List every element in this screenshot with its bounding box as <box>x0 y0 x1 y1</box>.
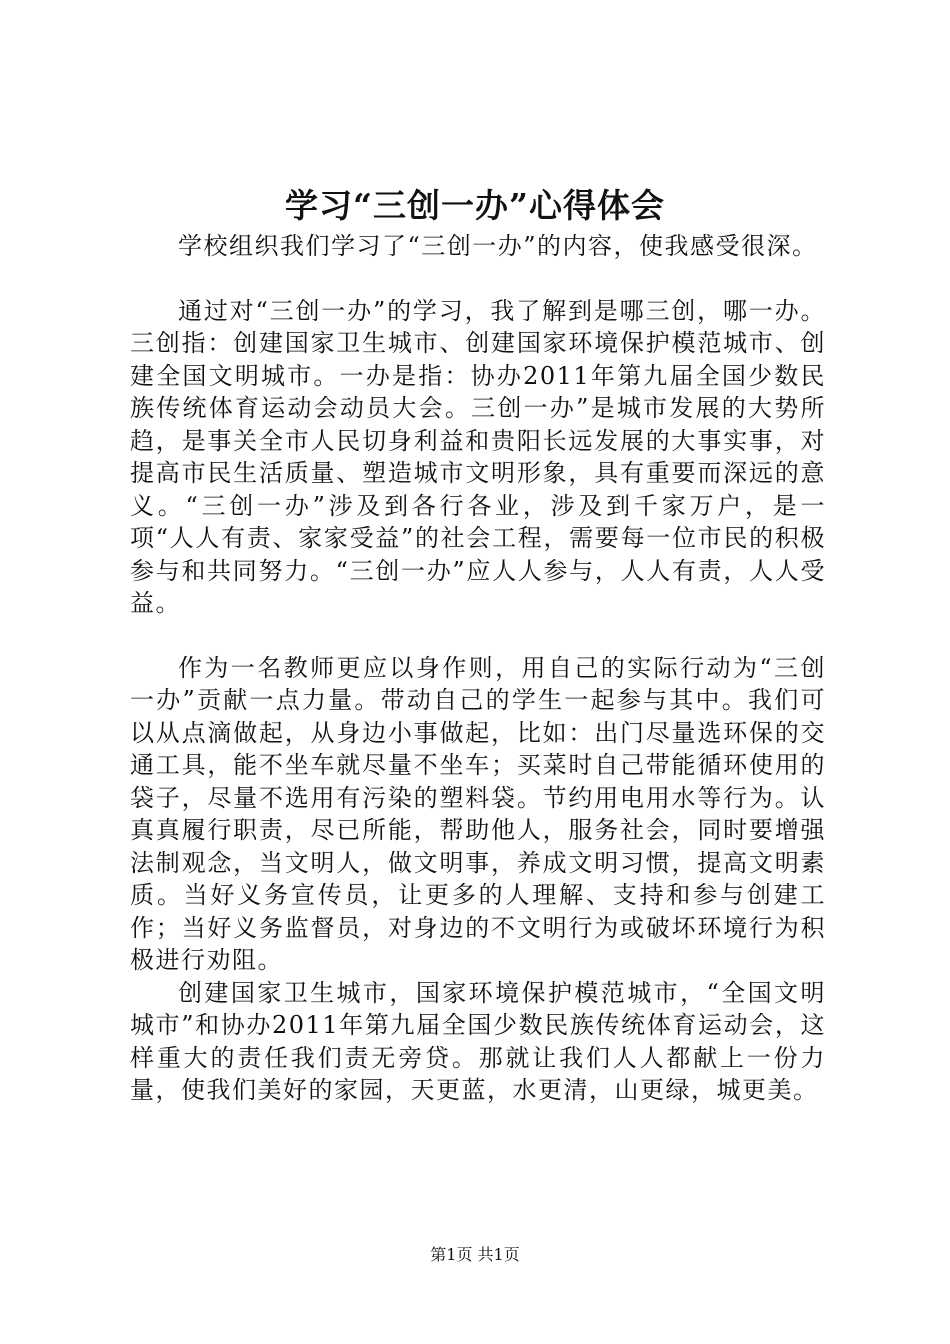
paragraph-conclusion: 创建国家卫生城市，国家环境保护模范城市，“全国文明城市”和协办2011年第九届全国少数民族传统体育运动会，这样重大的责任我们责无旁贷。那就让我们人人都献上一份力量，使我们美好的家园，天更蓝，水更清，山更绿，城更美。 <box>130 978 826 1104</box>
paragraph-intro: 学校组织我们学习了“三创一办”的内容，使我感受很深。 <box>178 232 818 260</box>
document-body <box>130 230 826 1107</box>
paragraph-teacher-role: 作为一名教师更应以身作则，用自己的实际行动为“三创一办”贡献一点力量。带动自己的学生一起参与其中。我们可以从点滴做起，从身边小事做起，比如：出门尽量选环保的交通工具，能不坐车就尽量不坐车；买菜时自己带能循环使用的袋子，尽量不选用有污染的塑料袋。节约用电用水等行为。认真真履行职责，尽已所能，帮助他人，服务社会，同时要增强法制观念，当文明人，做文明事，养成文明习惯，提高文明素质。当好义务宣传员，让更多的人理解、支持和参与创建工作；当好义务监督员，对身边的不文明行为或破坏环境行为积极进行劝阻。 <box>130 653 826 974</box>
document-title: 学习“三创一办”心得体会 <box>285 186 665 225</box>
paragraph-spacer <box>130 620 826 652</box>
page-number-footer: 第1页 共1页 <box>430 1245 520 1264</box>
paragraph-learning: 通过对“三创一办”的学习，我了解到是哪三创，哪一办。三创指：创建国家卫生城市、创建国家环境保护模范城市、创建全国文明城市。一办是指：协办2011年第九届全国少数民族传统体育运动会动员大会。三创一办”是城市发展的大势所趋，是事关全市人民切身利益和贵阳长远发展的大事实事，对提高市民生活质量、塑造城市文明形象，具有重要而深远的意义。“三创一办”涉及到各行各业，涉及到千家万户，是一项“人人有责、家家受益”的社会工程，需要每一位市民的积极参与和共同努力。“三创一办”应人人参与，人人有责，人人受益。 <box>130 296 826 617</box>
paragraph-spacer <box>130 263 826 295</box>
